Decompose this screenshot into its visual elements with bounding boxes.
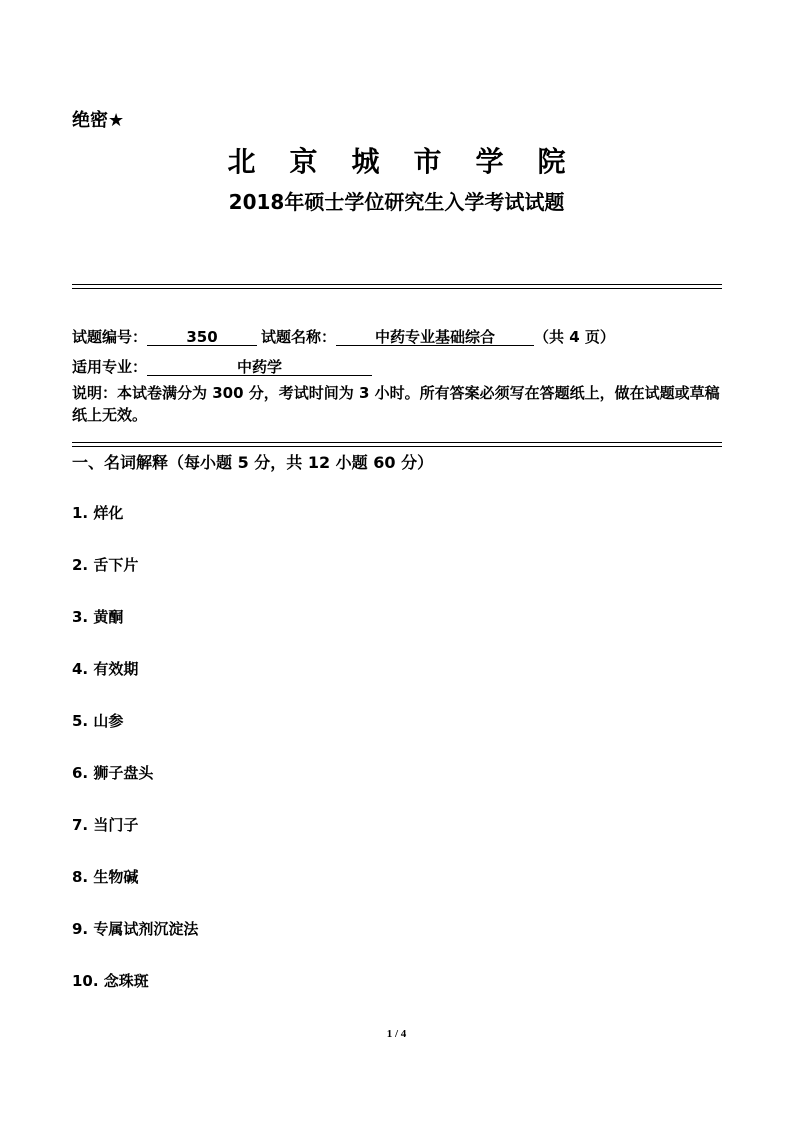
question-item: 7. 当门子 (72, 816, 139, 834)
name-value: 中药专业基础综合 (336, 329, 534, 346)
question-item: 10. 念珠斑 (72, 972, 149, 990)
major-value: 中药学 (147, 359, 372, 376)
code-value: 350 (147, 329, 257, 346)
section-divider-bottom (72, 446, 722, 447)
exam-instructions: 说明：本试卷满分为 300 分，考试时间为 3 小时。所有答案必须写在答题纸上，做在试题或草稿纸上无效。 (72, 384, 720, 424)
section-title: 一、名词解释（每小题 5 分，共 12 小题 60 分） (72, 453, 434, 472)
question-item: 9. 专属试剂沉淀法 (72, 920, 199, 938)
section-divider-top (72, 442, 722, 443)
code-label: 试题编号： (72, 328, 148, 346)
question-item: 6. 狮子盘头 (72, 764, 154, 782)
major-row (72, 356, 372, 377)
confidential-mark: 绝密★ (72, 110, 125, 131)
header-divider-top (72, 284, 722, 285)
question-item: 3. 黄酮 (72, 608, 124, 626)
question-item: 2. 舌下片 (72, 556, 139, 574)
page-number: 1 / 4 (386, 1028, 407, 1040)
major-label: 适用专业： (72, 358, 148, 376)
header-divider-bottom (72, 288, 722, 289)
question-item: 1. 烊化 (72, 504, 124, 522)
exam-title: 2018年硕士学位研究生入学考试试题 (228, 190, 565, 214)
school-name: 北京城市学院 (227, 145, 600, 178)
question-item: 8. 生物碱 (72, 868, 139, 886)
name-label: 试题名称： (261, 328, 337, 346)
question-item: 5. 山参 (72, 712, 124, 730)
exam-info-row (72, 326, 615, 347)
question-item: 4. 有效期 (72, 660, 139, 678)
page-count: （共 4 页） (534, 328, 615, 346)
